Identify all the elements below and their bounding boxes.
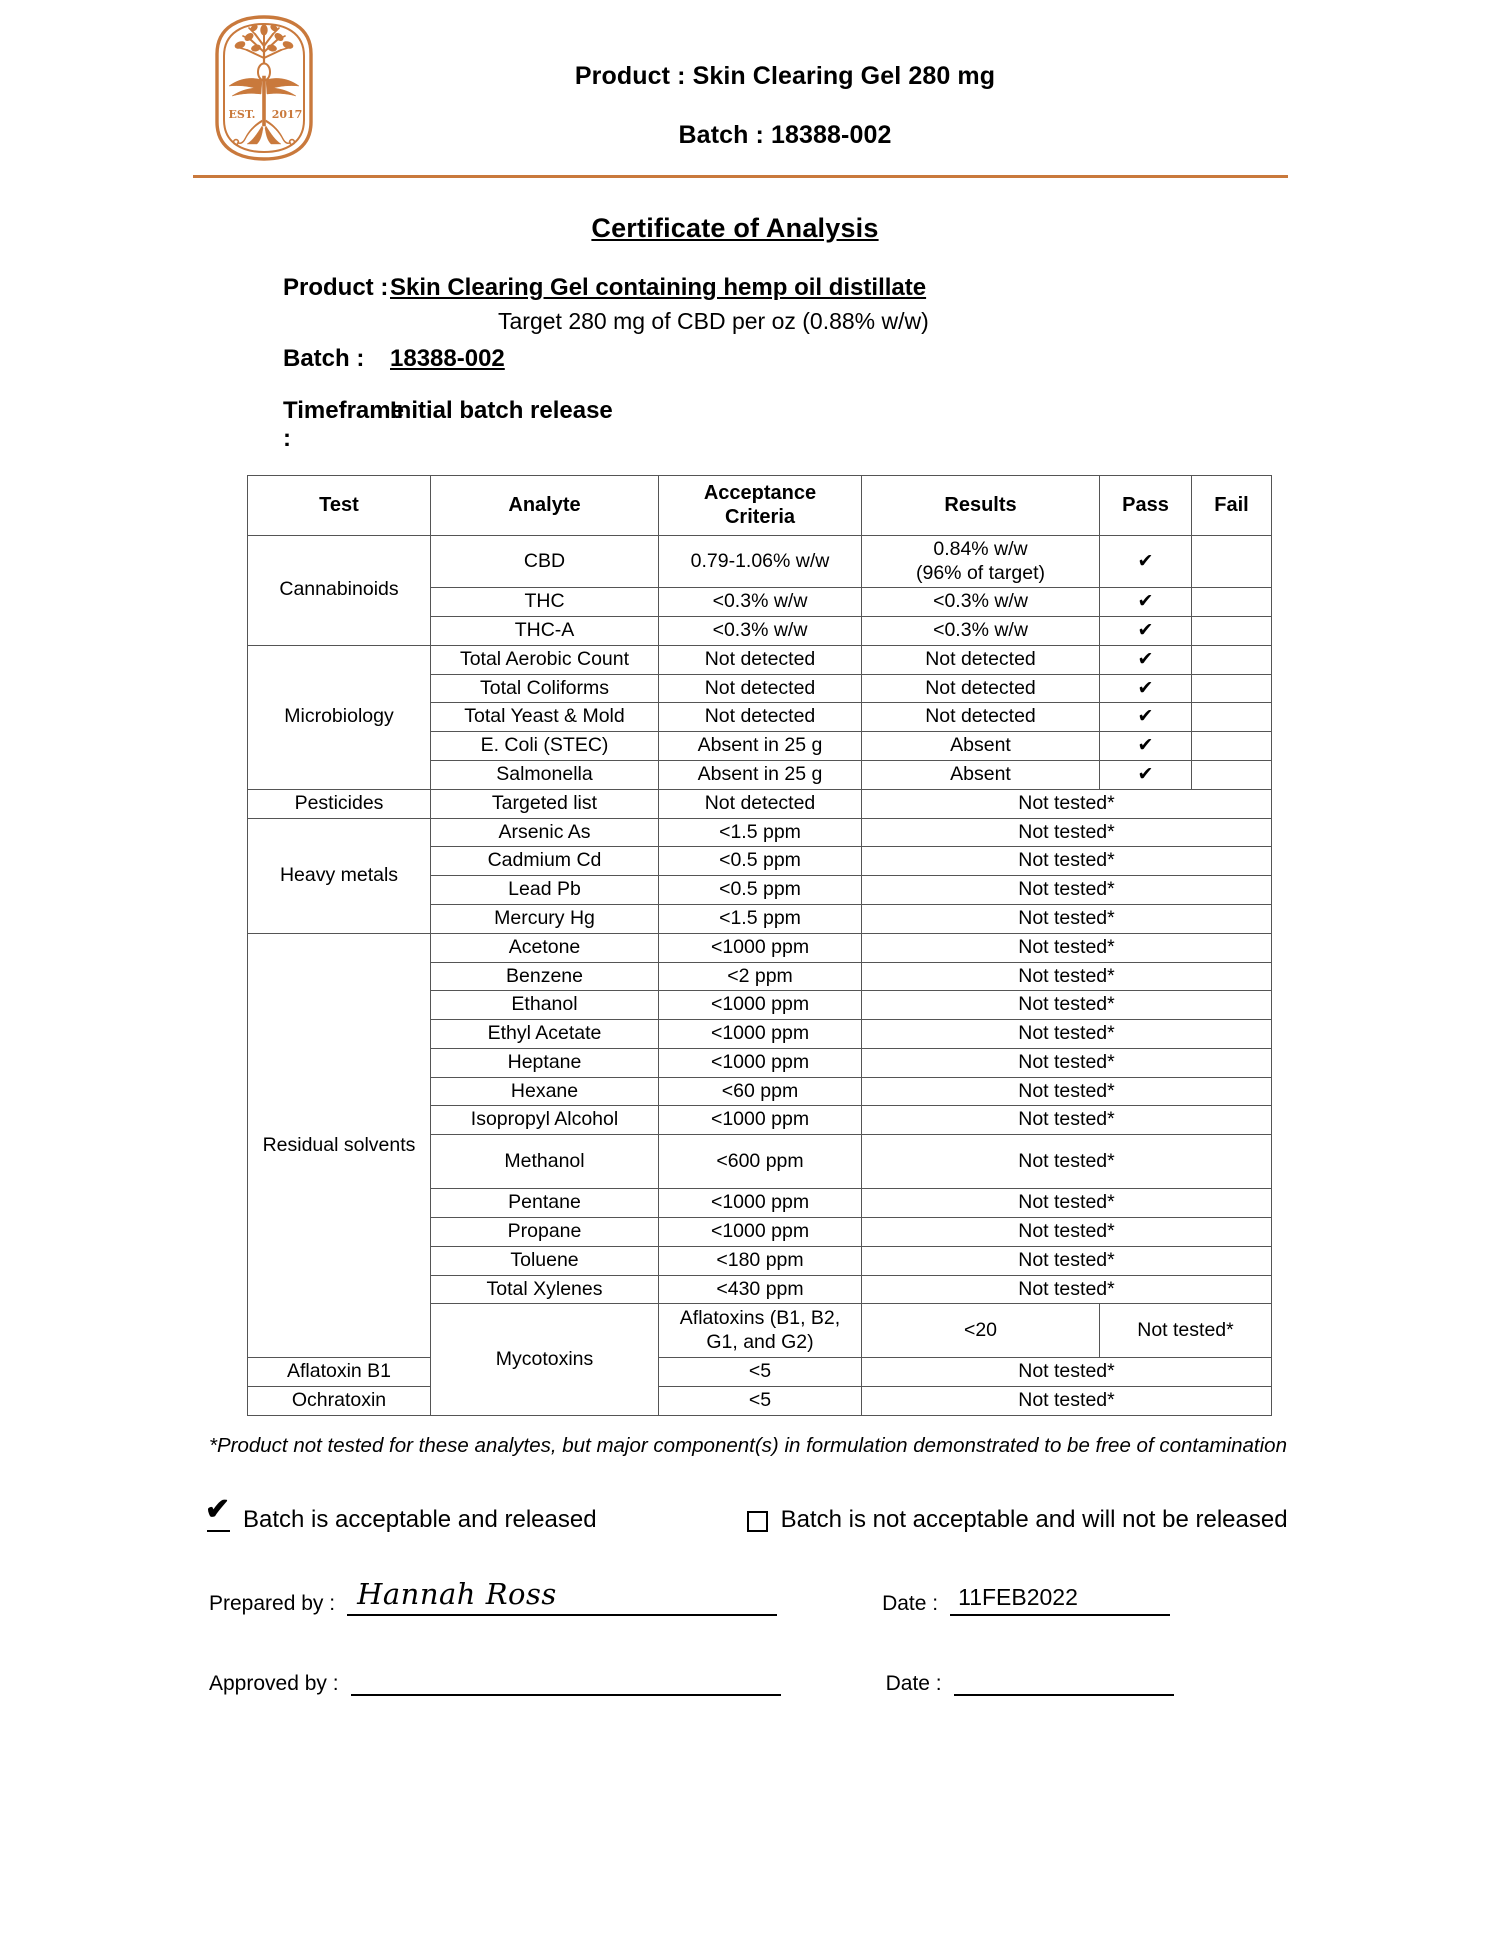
cell-result: <0.3% w/w xyxy=(862,588,1100,617)
cell-analyte: Targeted list xyxy=(431,789,659,818)
checkbox-accepted[interactable] xyxy=(205,1492,231,1532)
cell-analyte: Aflatoxin B1 xyxy=(248,1358,431,1387)
product-target-sub: Target 280 mg of CBD per oz (0.88% w/w) xyxy=(498,308,929,334)
col-header-test: Test xyxy=(248,476,431,536)
cell-analyte: Total Aerobic Count xyxy=(431,645,659,674)
prepared-by-field[interactable] xyxy=(347,1576,777,1616)
acceptance-line1: Acceptance xyxy=(703,482,817,504)
cell-criteria: <5 xyxy=(659,1358,862,1387)
cell-analyte: Mercury Hg xyxy=(431,904,659,933)
pass-check-icon: ✔ xyxy=(1137,620,1154,642)
cell-pass xyxy=(1100,703,1192,732)
cell-test-group: Mycotoxins xyxy=(431,1304,659,1416)
prepared-by-row xyxy=(209,1576,1357,1616)
timeframe-value: Initial batch release xyxy=(390,397,613,424)
table-head xyxy=(248,476,1272,536)
tree-of-life-logo-icon xyxy=(205,14,323,162)
table-row xyxy=(248,645,1272,674)
cell-result-spanned: Not tested* xyxy=(862,1387,1272,1416)
prepared-by-label: Prepared by : xyxy=(209,1591,336,1615)
approved-date-label: Date : xyxy=(885,1671,942,1695)
release-option-rejected[interactable] xyxy=(747,1506,1288,1534)
cell-criteria: <1000 ppm xyxy=(659,991,862,1020)
page-title: Certificate of Analysis xyxy=(591,213,879,243)
table-body xyxy=(248,535,1272,1415)
signature-block xyxy=(143,1576,1357,1696)
cell-analyte: Methanol xyxy=(431,1135,659,1189)
table-row xyxy=(248,818,1272,847)
cell-criteria: <1000 ppm xyxy=(659,1048,862,1077)
cell-criteria: <600 ppm xyxy=(659,1135,862,1189)
table-footnote: *Product not tested for these analytes, but major component(s) in formulation demonstrated to be free of contamination xyxy=(209,1433,1287,1457)
product-info-block xyxy=(143,274,1357,453)
checkbox-rejected[interactable] xyxy=(747,1511,768,1532)
cell-criteria: <1.5 ppm xyxy=(659,904,862,933)
release-decision-block xyxy=(143,1492,1357,1534)
cell-analyte: Ochratoxin xyxy=(248,1387,431,1416)
cell-result-spanned: Not tested* xyxy=(862,933,1272,962)
cell-criteria: <5 xyxy=(659,1387,862,1416)
pass-check-icon: ✔ xyxy=(1137,591,1154,613)
cell-criteria: Absent in 25 g xyxy=(659,732,862,761)
cell-criteria: <0.5 ppm xyxy=(659,847,862,876)
cell-fail xyxy=(1192,703,1272,732)
header-divider xyxy=(193,175,1288,178)
col-header-pass: Pass xyxy=(1100,476,1192,536)
batch-value: 18388-002 xyxy=(390,345,505,372)
cell-criteria: <2 ppm xyxy=(659,962,862,991)
cell-result-spanned: Not tested* xyxy=(862,1275,1272,1304)
table-row xyxy=(248,933,1272,962)
cell-analyte: Total Xylenes xyxy=(431,1275,659,1304)
pass-check-icon: ✔ xyxy=(1137,550,1154,572)
col-header-results: Results xyxy=(862,476,1100,536)
cell-analyte: Total Yeast & Mold xyxy=(431,703,659,732)
cell-criteria: Not detected xyxy=(659,674,862,703)
cell-fail xyxy=(1192,535,1272,588)
cell-criteria: <1.5 ppm xyxy=(659,818,862,847)
cell-analyte: Propane xyxy=(431,1217,659,1246)
cell-result: Not detected xyxy=(862,674,1100,703)
col-header-analyte: Analyte xyxy=(431,476,659,536)
header-batch-line: Batch : 18388-002 xyxy=(678,121,892,149)
cell-criteria: <1000 ppm xyxy=(659,1106,862,1135)
prepared-date-field[interactable] xyxy=(950,1583,1170,1616)
cell-result-spanned: Not tested* xyxy=(862,876,1272,905)
cell-fail xyxy=(1192,674,1272,703)
table-row xyxy=(248,1387,1272,1416)
pass-check-icon: ✔ xyxy=(1137,735,1154,757)
cell-result-spanned: Not tested* xyxy=(862,1246,1272,1275)
logo-year: 2017 xyxy=(271,108,303,121)
prepared-date-value: 11FEB2022 xyxy=(958,1583,1078,1610)
cell-fail xyxy=(1192,761,1272,790)
cell-analyte: Arsenic As xyxy=(431,818,659,847)
cell-pass xyxy=(1100,732,1192,761)
cell-pass xyxy=(1100,617,1192,646)
col-header-acceptance-criteria xyxy=(659,476,862,536)
header-product-line: Product : Skin Clearing Gel 280 mg xyxy=(574,62,996,90)
cell-analyte: Ethyl Acetate xyxy=(431,1020,659,1049)
table-row xyxy=(248,535,1272,588)
table-row xyxy=(248,789,1272,818)
cell-result: <0.3% w/w xyxy=(862,617,1100,646)
cell-criteria: <1000 ppm xyxy=(659,1217,862,1246)
cell-criteria: <430 ppm xyxy=(659,1275,862,1304)
cell-test-group: Residual solvents xyxy=(248,933,431,1358)
table-row xyxy=(248,1358,1272,1387)
cell-result-spanned: Not tested* xyxy=(862,1189,1272,1218)
cell-result-spanned: Not tested* xyxy=(1100,1304,1272,1358)
timeframe-label: Timeframe : xyxy=(283,397,404,452)
approved-by-row xyxy=(209,1666,1357,1696)
info-row-timeframe xyxy=(175,397,1357,453)
cell-analyte: Toluene xyxy=(431,1246,659,1275)
prepared-by-signature: Hannah Ross xyxy=(357,1576,557,1611)
cell-fail xyxy=(1192,732,1272,761)
cell-result: Not detected xyxy=(862,703,1100,732)
cell-analyte: E. Coli (STEC) xyxy=(431,732,659,761)
cell-result-spanned: Not tested* xyxy=(862,1217,1272,1246)
release-accepted-label: Batch is acceptable and released xyxy=(243,1505,597,1533)
approved-by-field[interactable] xyxy=(351,1666,781,1696)
cell-result: Absent xyxy=(862,761,1100,790)
cell-criteria: <0.5 ppm xyxy=(659,876,862,905)
cell-criteria: <1000 ppm xyxy=(659,1189,862,1218)
cell-result: Not detected xyxy=(862,645,1100,674)
cell-result: 0.84% w/w (96% of target) xyxy=(862,535,1100,588)
cell-result-spanned: Not tested* xyxy=(862,1020,1272,1049)
cell-criteria: <1000 ppm xyxy=(659,933,862,962)
info-row-batch xyxy=(175,345,1357,373)
cell-analyte: Benzene xyxy=(431,962,659,991)
release-rejected-label: Batch is not acceptable and will not be released xyxy=(780,1505,1288,1533)
cell-test-group: Microbiology xyxy=(248,645,431,789)
cell-pass xyxy=(1100,645,1192,674)
cell-analyte: Pentane xyxy=(431,1189,659,1218)
batch-label: Batch : xyxy=(283,345,365,372)
coa-document xyxy=(143,0,1357,1696)
logo-est-label: EST. xyxy=(228,108,256,121)
cell-test-group: Heavy metals xyxy=(248,818,431,933)
cell-analyte: Total Coliforms xyxy=(431,674,659,703)
cell-pass xyxy=(1100,588,1192,617)
cell-criteria: <1000 ppm xyxy=(659,1020,862,1049)
release-option-accepted[interactable] xyxy=(205,1492,597,1534)
cell-analyte: Salmonella xyxy=(431,761,659,790)
cell-criteria: Not detected xyxy=(659,789,862,818)
info-row-product xyxy=(175,274,1357,302)
cell-criteria: <0.3% w/w xyxy=(659,588,862,617)
cell-result-spanned: Not tested* xyxy=(862,1048,1272,1077)
cell-result-spanned: Not tested* xyxy=(862,904,1272,933)
cell-test-group: Cannabinoids xyxy=(248,535,431,645)
cell-result-spanned: Not tested* xyxy=(862,847,1272,876)
cell-pass xyxy=(1100,535,1192,588)
cell-analyte: Aflatoxins (B1, B2, G1, and G2) xyxy=(659,1304,862,1358)
cell-test-group: Pesticides xyxy=(248,789,431,818)
cell-analyte: Hexane xyxy=(431,1077,659,1106)
cell-analyte: Isopropyl Alcohol xyxy=(431,1106,659,1135)
table-header-row xyxy=(248,476,1272,536)
cell-pass xyxy=(1100,761,1192,790)
cell-result-spanned: Not tested* xyxy=(862,789,1272,818)
cell-analyte: THC xyxy=(431,588,659,617)
approved-by-label: Approved by : xyxy=(209,1671,339,1695)
cell-criteria: <60 ppm xyxy=(659,1077,862,1106)
cell-analyte: THC-A xyxy=(431,617,659,646)
check-icon: ✔ xyxy=(205,1492,231,1526)
cell-fail xyxy=(1192,617,1272,646)
cell-result-spanned: Not tested* xyxy=(862,818,1272,847)
cell-analyte: Lead Pb xyxy=(431,876,659,905)
header-title-block xyxy=(143,0,1357,150)
results-table-container xyxy=(143,475,1357,1416)
cell-analyte: Cadmium Cd xyxy=(431,847,659,876)
cell-result-spanned: Not tested* xyxy=(862,1077,1272,1106)
pass-check-icon: ✔ xyxy=(1137,648,1154,670)
cell-analyte: CBD xyxy=(431,535,659,588)
product-label: Product : xyxy=(283,274,389,301)
cell-criteria: Not detected xyxy=(659,703,862,732)
cell-pass xyxy=(1100,674,1192,703)
cell-analyte: Ethanol xyxy=(431,991,659,1020)
acceptance-line2: Criteria xyxy=(724,506,796,529)
cell-analyte: Acetone xyxy=(431,933,659,962)
cell-analyte: Heptane xyxy=(431,1048,659,1077)
coa-results-table xyxy=(247,475,1272,1416)
pass-check-icon: ✔ xyxy=(1137,764,1154,786)
cell-criteria: Absent in 25 g xyxy=(659,761,862,790)
cell-result-spanned: Not tested* xyxy=(862,1358,1272,1387)
cell-criteria: Not detected xyxy=(659,645,862,674)
pass-check-icon: ✔ xyxy=(1137,706,1154,728)
cell-criteria: <20 xyxy=(862,1304,1100,1358)
cell-result-spanned: Not tested* xyxy=(862,1106,1272,1135)
cell-criteria: 0.79-1.06% w/w xyxy=(659,535,862,588)
approved-date-field[interactable] xyxy=(954,1666,1174,1696)
pass-check-icon: ✔ xyxy=(1137,677,1154,699)
cell-result-spanned: Not tested* xyxy=(862,962,1272,991)
cell-result: Absent xyxy=(862,732,1100,761)
cell-fail xyxy=(1192,645,1272,674)
document-header xyxy=(143,0,1357,168)
prepared-date-label: Date : xyxy=(882,1591,939,1615)
cell-fail xyxy=(1192,588,1272,617)
cell-result-spanned: Not tested* xyxy=(862,1135,1272,1189)
cell-criteria: <0.3% w/w xyxy=(659,617,862,646)
col-header-fail: Fail xyxy=(1192,476,1272,536)
product-value: Skin Clearing Gel containing hemp oil distillate xyxy=(390,274,927,301)
cell-result-spanned: Not tested* xyxy=(862,991,1272,1020)
cell-criteria: <180 ppm xyxy=(659,1246,862,1275)
